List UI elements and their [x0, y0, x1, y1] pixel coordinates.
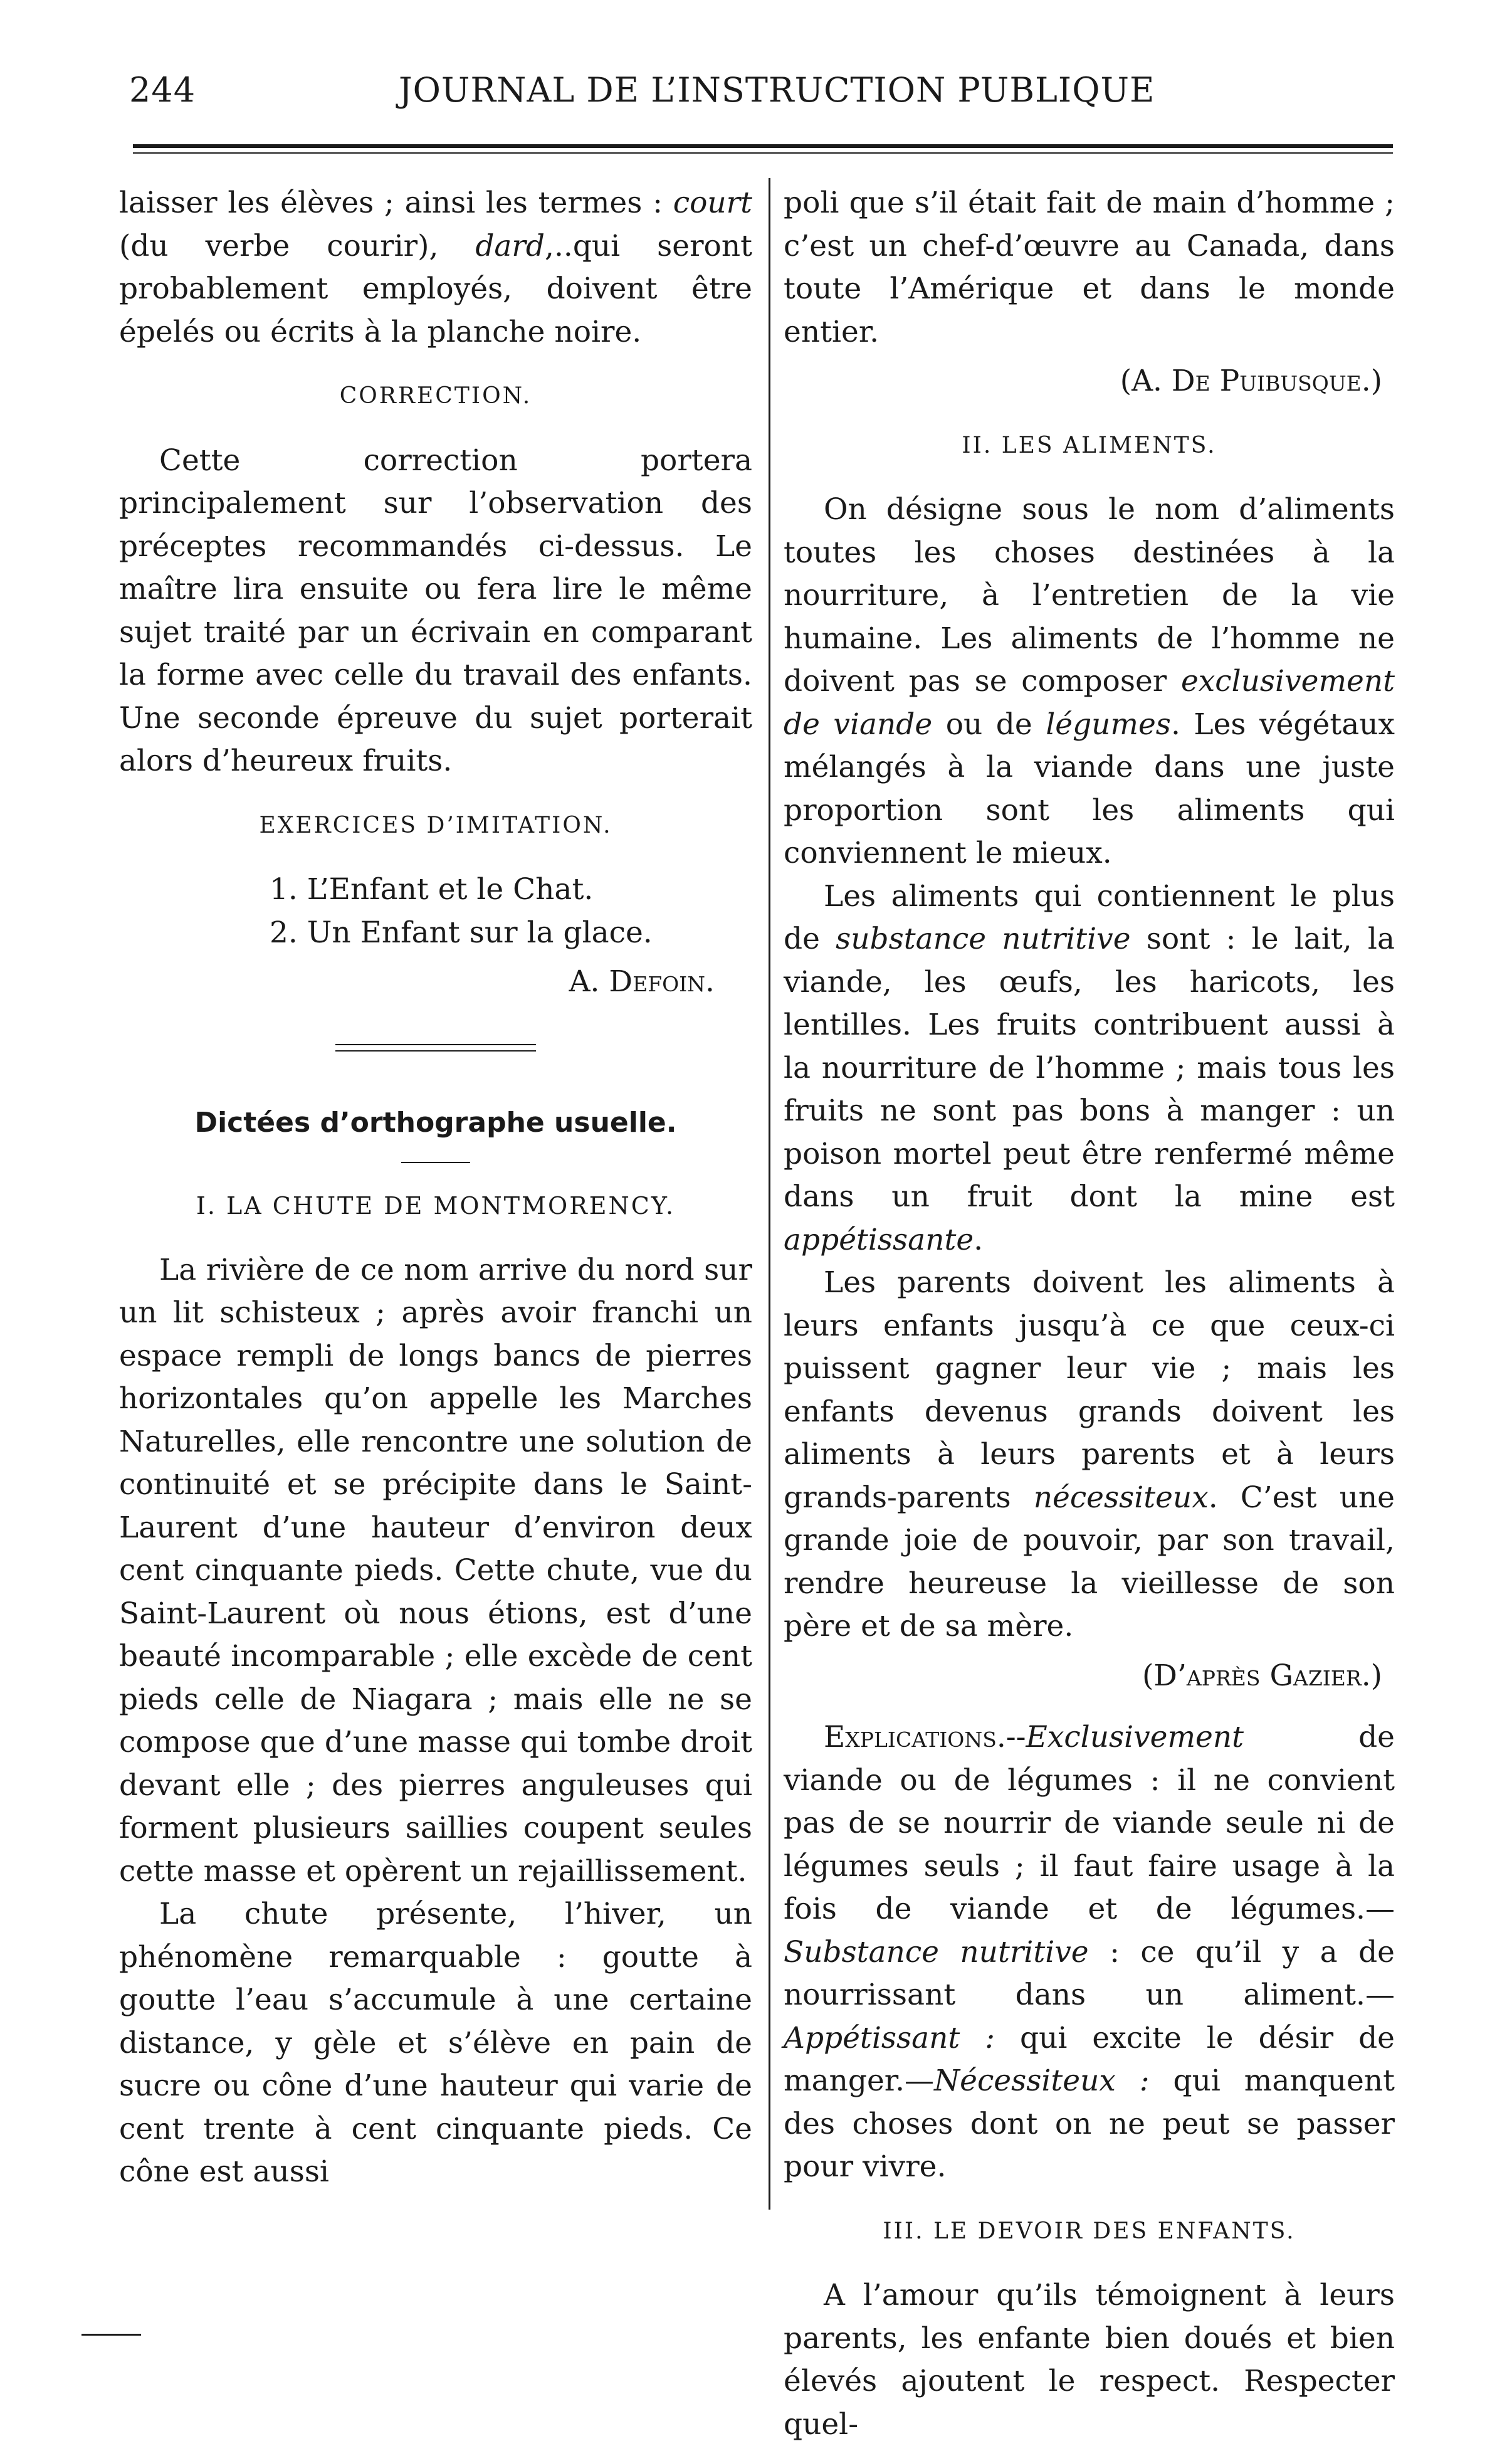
journal-title: JOURNAL DE L’INSTRUCTION PUBLIQUE	[399, 70, 1155, 110]
exercices-heading: EXERCICES D’IMITATION.	[259, 812, 612, 838]
correction-heading: CORRECTION.	[339, 383, 532, 409]
left-paragraph-3: La rivière de ce nom arrive du nord sur un lit schisteux ; après avoir franchi un espace rempli de longs bancs de pierres horizontales qu’on appelle les Marches Naturelles, elle rencontre une solution de continuité et se précipite dans le Saint-Laurent d’une hauteur d’environ deux cent cinquante pieds. Cette chute, vue du Saint-Laurent où nous étions, est d’une beauté incomparable ; elle excède de cent pieds celle de Niagara ; mais elle ne se compose que d’une masse qui tombe droit devant elle ; des pierres anguleuses qui forment plusieurs saillies coupent seules cette masse et opèrent un rejaillissement.	[119, 1252, 752, 1889]
signature: (D’après Gazier.)	[1142, 1658, 1382, 1693]
page-number: 244	[129, 70, 196, 110]
running-header	[129, 70, 1383, 120]
section-separator	[335, 1044, 536, 1045]
signature: (A. De Puibusque.)	[1120, 364, 1382, 398]
header-rule-thin	[133, 152, 1393, 154]
title-separator	[401, 1162, 470, 1163]
explications-paragraph: Explications.--Exclusivement de viande ou de légumes : il ne convient pas de se nourrir de viande seule ni de légumes seuls ; il faut faire usage à la fois de viande et de légumes.—Substance nutritive : ce qu’il y a de nourrissant dans un aliment.—Appétissant : qui excite le désir de manger.—Nécessiteux : qui manquent des choses dont on ne peut se passer pour vivre.	[784, 1720, 1395, 2184]
column-divider	[769, 178, 770, 2210]
section-heading-2: II. LES ALIMENTS.	[962, 432, 1217, 458]
section-heading-1: I. LA CHUTE DE MONTMORENCY.	[196, 1192, 676, 1220]
left-paragraph-1: laisser les élèves ; ainsi les termes : court (du verbe courir), dard,..qui seront probablement employés, doivent être épelés ou écrits à la planche noire.	[119, 186, 752, 349]
footer-mark	[81, 2334, 141, 2336]
left-paragraph-4: La chute présente, l’hiver, un phénomène remarquable : goutte à goutte l’eau s’accumule à une certaine distance, y gèle et s’élève en pain de sucre ou cône d’une hauteur qui varie de cent trente à cent cinquante pieds. Ce cône est aussi	[119, 1897, 752, 2189]
exercise-item: 1. L’Enfant et le Chat.	[270, 872, 594, 907]
section-heading-3: III. LE DEVOIR DES ENFANTS.	[883, 2218, 1296, 2244]
section-separator	[335, 1050, 536, 1052]
left-column	[119, 182, 752, 2194]
right-paragraph-1: poli que s’il était fait de main d’homme ; c’est un chef-d’œuvre au Canada, dans toute l’Amérique et dans le monde entier.	[784, 186, 1395, 349]
exercise-item: 2. Un Enfant sur la glace.	[270, 915, 653, 950]
right-column	[784, 182, 1395, 2446]
left-paragraph-2: Cette correction portera principalement sur l’observation des préceptes recommandés ci-dessus. Le maître lira ensuite ou fera lire le même sujet traité par un écrivain en comparant la forme avec celle du travail des enfants. Une seconde épreuve du sujet porterait alors d’heureux fruits.	[119, 443, 752, 778]
signature: A. Defoin.	[569, 964, 715, 999]
right-paragraph-2: On désigne sous le nom d’aliments toutes les choses destinées à la nourriture, à l’entretien de la vie humaine. Les aliments de l’homme ne doivent pas se composer exclusivement de viande ou de légumes. Les végétaux mélangés à la viande dans une juste proportion sont les aliments qui conviennent le mieux.	[784, 492, 1395, 870]
header-rule-thick	[133, 144, 1393, 148]
right-paragraph-3: Les aliments qui contiennent le plus de substance nutritive sont : le lait, la viande, les œufs, les haricots, les lentilles. Les fruits contribuent aussi à la nourriture de l’homme ; mais tous les fruits ne sont pas bons à manger : un poison mortel peut être renfermé même dans un fruit dont la mine est appétissante.	[784, 878, 1395, 1257]
dictees-title: Dictées d’orthographe usuelle.	[194, 1106, 677, 1139]
right-paragraph-6: A l’amour qu’ils témoignent à leurs parents, les enfante bien doués et bien élevés ajoutent le respect. Respecter quel-	[784, 2278, 1395, 2442]
right-paragraph-4: Les parents doivent les aliments à leurs enfants jusqu’à ce que ceux-ci puissent gagner leur vie ; mais les enfants devenus grands doivent les aliments à leurs parents et à leurs grands-parents nécessiteux. C’est une grande joie de pouvoir, par son travail, rendre heureuse la vieillesse de son père et de sa mère.	[784, 1265, 1395, 1643]
